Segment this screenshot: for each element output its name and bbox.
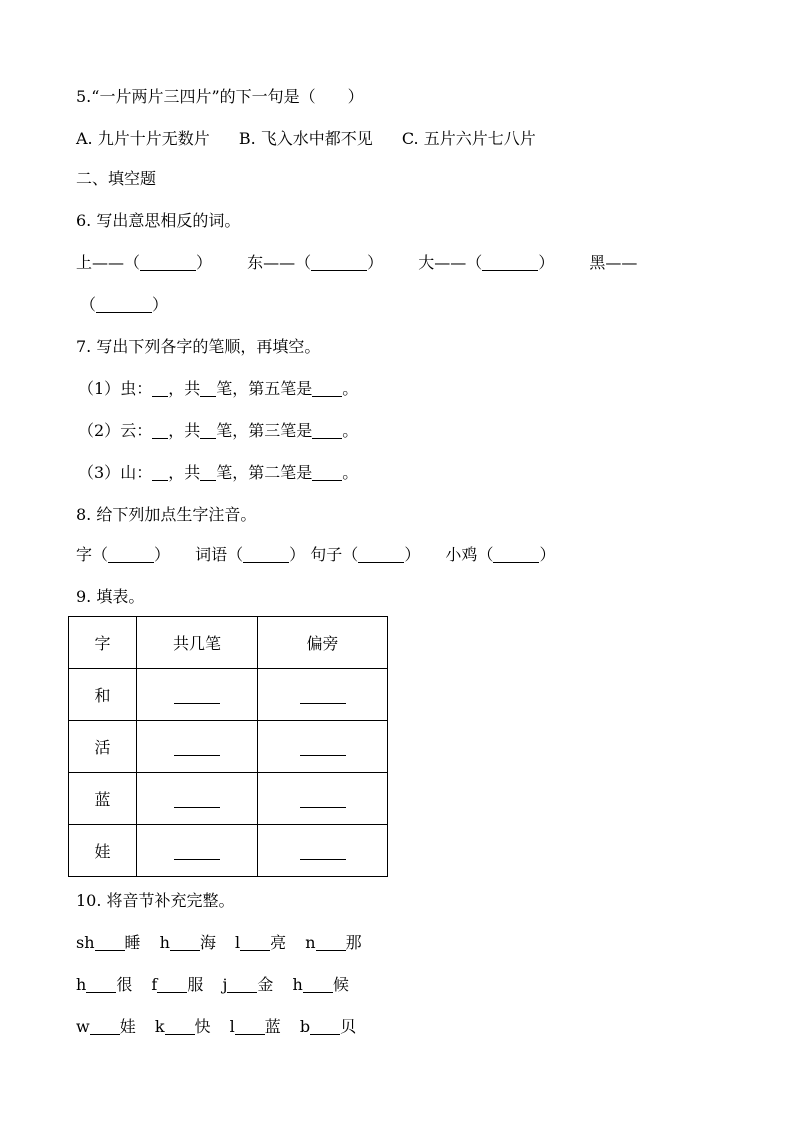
- answer-blank[interactable]: [200, 380, 216, 397]
- stroke-count-cell[interactable]: [137, 669, 258, 721]
- syllable-item: k 快: [154, 1017, 211, 1036]
- q6-items: [76, 252, 637, 274]
- q6-stem: 6. 写出意思相反的词。: [76, 211, 241, 230]
- q7-item: （2）云： ，共 笔，第三笔是 。: [78, 421, 359, 440]
- syllable-item: j 金: [222, 975, 274, 994]
- answer-blank[interactable]: [240, 934, 270, 951]
- answer-blank[interactable]: [358, 546, 404, 563]
- answer-blank[interactable]: [311, 254, 367, 271]
- syllable-item: f 服: [151, 975, 204, 994]
- answer-blank[interactable]: [310, 1018, 340, 1035]
- answer-blank[interactable]: [95, 934, 125, 951]
- table-row: [69, 721, 388, 773]
- answer-blank[interactable]: [170, 934, 200, 951]
- q8-item: 词语（ ）: [195, 545, 306, 564]
- q6-item: 大——（ ）: [418, 253, 555, 272]
- q5-option-a[interactable]: A. 九片十片无数片: [76, 129, 210, 148]
- radical-cell[interactable]: [258, 773, 388, 825]
- table-row: [69, 773, 388, 825]
- answer-blank[interactable]: [312, 422, 342, 439]
- table-header: 共几笔: [137, 617, 258, 669]
- answer-blank[interactable]: [312, 380, 342, 397]
- answer-blank[interactable]: [200, 422, 216, 439]
- q6-item-wrap: （ ）: [80, 295, 169, 314]
- answer-blank[interactable]: [86, 976, 116, 993]
- answer-blank[interactable]: [108, 546, 154, 563]
- table-header-row: [69, 617, 388, 669]
- q8-item: 句子（ ）: [310, 545, 421, 564]
- radical-cell[interactable]: [258, 721, 388, 773]
- q8-item: 字（ ）: [76, 545, 171, 564]
- answer-blank[interactable]: [152, 380, 168, 397]
- answer-blank[interactable]: [157, 976, 187, 993]
- q10-stem: 10. 将音节补充完整。: [76, 891, 235, 910]
- q9-stem: 9. 填表。: [76, 587, 145, 606]
- q8-stem: 8. 给下列加点生字注音。: [76, 505, 257, 524]
- q5-options: [76, 128, 536, 150]
- answer-blank[interactable]: [165, 1018, 195, 1035]
- syllable-item: h 很: [76, 975, 133, 994]
- answer-blank[interactable]: [243, 546, 289, 563]
- syllable-item: l 亮: [235, 933, 287, 952]
- q5-stem: 5.“一片两片三四片”的下一句是（ ）: [76, 87, 364, 106]
- answer-blank[interactable]: [90, 1018, 120, 1035]
- answer-blank[interactable]: [152, 422, 168, 439]
- q6-item: 黑——: [589, 253, 638, 272]
- syllable-row: [76, 932, 362, 954]
- answer-blank[interactable]: [316, 934, 346, 951]
- syllable-item: h 海: [159, 933, 216, 952]
- q5-option-b[interactable]: B. 飞入水中都不见: [238, 129, 373, 148]
- stroke-count-cell[interactable]: [137, 825, 258, 877]
- q8-items: [76, 544, 555, 566]
- table-row: [69, 669, 388, 721]
- answer-blank[interactable]: [152, 464, 168, 481]
- stroke-count-cell[interactable]: [137, 773, 258, 825]
- syllable-item: l 蓝: [229, 1017, 281, 1036]
- stroke-count-cell[interactable]: [137, 721, 258, 773]
- syllable-item: h 候: [292, 975, 349, 994]
- q7-item: （3）山： ，共 笔，第二笔是 。: [78, 463, 359, 482]
- syllable-row: [76, 1016, 356, 1038]
- answer-blank[interactable]: [312, 464, 342, 481]
- radical-cell[interactable]: [258, 825, 388, 877]
- answer-blank[interactable]: [140, 254, 196, 271]
- answer-blank[interactable]: [227, 976, 257, 993]
- syllable-item: w 娃: [76, 1017, 136, 1036]
- syllable-row: [76, 974, 349, 996]
- q6-item: 上——（ ）: [76, 253, 213, 272]
- answer-blank[interactable]: [96, 296, 152, 313]
- table-header: 偏旁: [258, 617, 388, 669]
- table-cell-char: 活: [69, 721, 137, 773]
- syllable-item: sh 睡: [76, 933, 141, 952]
- q7-stem: 7. 写出下列各字的笔顺，再填空。: [76, 337, 321, 356]
- table-cell-char: 和: [69, 669, 137, 721]
- q6-item: 东——（ ）: [247, 253, 384, 272]
- q7-item: （1）虫： ，共 笔，第五笔是 。: [78, 379, 359, 398]
- answer-blank[interactable]: [303, 976, 333, 993]
- answer-blank[interactable]: [493, 546, 539, 563]
- answer-blank[interactable]: [200, 464, 216, 481]
- syllable-item: n 那: [305, 933, 362, 952]
- radical-cell[interactable]: [258, 669, 388, 721]
- table-header: 字: [69, 617, 137, 669]
- table-cell-char: 蓝: [69, 773, 137, 825]
- answer-blank[interactable]: [482, 254, 538, 271]
- answer-blank[interactable]: [235, 1018, 265, 1035]
- fill-table: [68, 616, 388, 877]
- q5-option-c[interactable]: C. 五片六片七八片: [401, 129, 536, 148]
- section-title: 二、填空题: [76, 169, 157, 188]
- table-row: [69, 825, 388, 877]
- q8-item: 小鸡（ ）: [445, 545, 556, 564]
- syllable-item: b 贝: [299, 1017, 357, 1036]
- table-cell-char: 娃: [69, 825, 137, 877]
